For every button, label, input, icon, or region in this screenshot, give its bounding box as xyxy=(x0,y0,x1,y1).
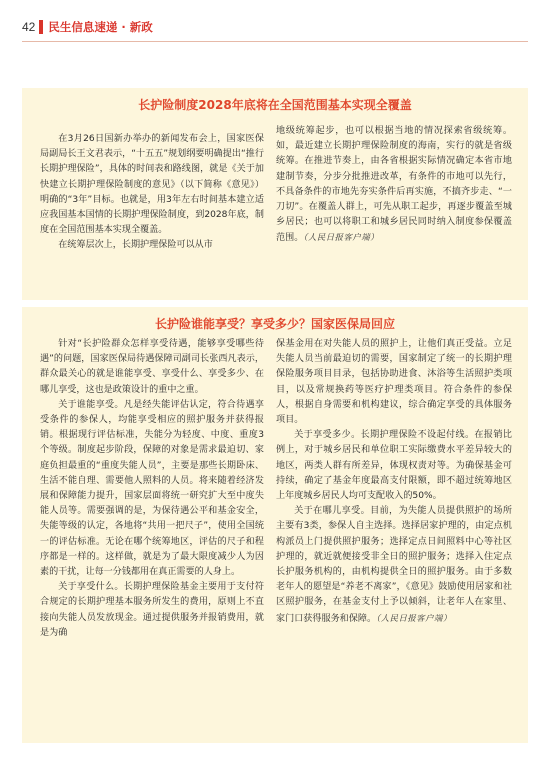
header-accent-bar xyxy=(39,20,43,34)
article-1-paragraph: 地级统筹起步，也可以根据当地的情况探索省级统筹。如，最近建立长期护理保险制度的海南，实行的就是省级统筹。在推进节奏上，由各省根据实际情况确定本省市地建制节奏，分步分批推进改革，有条件的市地可以先行，不具备条件的市地先夯实条件后再实施，不搞齐步走、“一刀切”。在覆盖人群上，可先从职工起步，再逐步覆盖至城乡居民；也可以将职工和城乡居民同时纳入制度参保覆盖范围。 xyxy=(276,126,512,244)
article-2-paragraph: 关于谁能享受。凡是经失能评估认定，符合待遇享受条件的参保人，均能享受相应的照护服务并获得报销。根据现行评估标准，失能分为轻度、中度、重度3个等级。制度起步阶段，保障的对象是需求最迫切、家庭负担最重的“重度失能人员”，主要是那些长期卧床、生活不能自理、需要他人照料的人员。将来随着经济发展和保障能力提升，国家层面将统一研究扩大至中度失能人员等。需要强调的是，为保待遇公平和基金安全，失能等级的认定，各地将“共用一把尺子”，使用全国统一的评估标准。无论在哪个统筹地区，评估的尺子和程序都是一样的。这样做，就是为了最大限度减少人为因素的干扰，让每一分钱都用在真正需要的人身上。 xyxy=(40,399,264,578)
article-1-paragraph: 在统筹层次上，长期护理保险可以从市 xyxy=(58,240,213,251)
section-title: 民生信息速递 · 新政 xyxy=(48,20,153,34)
article-1-right-column xyxy=(276,124,512,247)
article-2-paragraph: 保基金用在对失能人员的照护上，让他们真正受益。立足失能人员当前最迫切的需要，国家制定了统一的长期护理保险服务项目目录，包括协助进食、沐浴等生活照护类项目，以及常规换药等医疗护理类项目。符合条件的参保人，根据自身需要和机构建议，综合确定享受的具体服务项目。 xyxy=(276,339,512,426)
article-2-paragraph: 关于在哪儿享受。目前，为失能人员提供照护的场所主要有3类，参保人自主选择。选择居家护理的，由定点机构派员上门提供照护服务；选择定点日间照料中心等社区护理的，就近就便接受非全日的照护服务；选择入住定点长护服务机构的，由机构提供全日的照护服务。由于多数老年人的愿望是“养老不离家”，《意见》鼓励使用居家和社区照护服务，在基金支付上予以倾斜，让老年人在家里、家门口获得服务和保障。 xyxy=(276,506,512,624)
article-2-left-column xyxy=(40,337,264,641)
article-2-right-column xyxy=(276,337,512,627)
article-2-panel xyxy=(22,307,528,743)
article-2-paragraph: 关于享受多少。长期护理保险不设起付线。在报销比例上，对于城乡居民和单位职工实际缴费水平差异较大的地区，两类人群有所差异，体现权责对等。为确保基金可持续，确定了基金年度最高支付限额，即不超过统筹地区上年度城乡居民人均可支配收入的50%。 xyxy=(276,430,512,502)
article-2-paragraph: 针对“长护险群众怎样享受待遇，能够享受哪些待遇”的问题，国家医保局待遇保障司副司长张西凡表示，群众最关心的就是谁能享受、享受什么、享受多少、在哪儿享受，这也是政策设计的重中之重。 xyxy=(40,339,264,395)
article-2-source: （人民日报客户端） xyxy=(376,612,452,623)
article-2-paragraph: 关于享受什么。长期护理保险基金主要用于支付符合规定的长期护理基本服务所发生的费用，原则上不直接向失能人员发放现金。通过提供服务并报销费用，就是为确 xyxy=(40,582,264,638)
article-1-panel xyxy=(22,88,528,300)
article-1-left-column xyxy=(40,132,264,254)
page-header xyxy=(22,18,153,36)
article-2-title: 长护险谁能享受？享受多少？国家医保局回应 xyxy=(154,317,395,331)
article-1-paragraph: 在3月26日国新办举办的新闻发布会上，国家医保局副局长王文君表示，“十五五”规划纲要明确提出“推行长期护理保险”，具体的时间表和路线图，就是《关于加快建立长期护理保险制度的意见》（以下简称《意见》）明确的“3年”目标。也就是，用3年左右时间基本建立适应我国基本国情的长期护理保险制度，到2028年底，制度在全国范围基本实现全覆盖。 xyxy=(40,134,264,236)
header-divider xyxy=(22,41,528,42)
article-1-title: 长护险制度2028年底将在全国范围基本实现全覆盖 xyxy=(138,98,412,112)
article-1-source: （人民日报客户端） xyxy=(303,232,379,243)
page-number: 42 xyxy=(22,20,36,34)
